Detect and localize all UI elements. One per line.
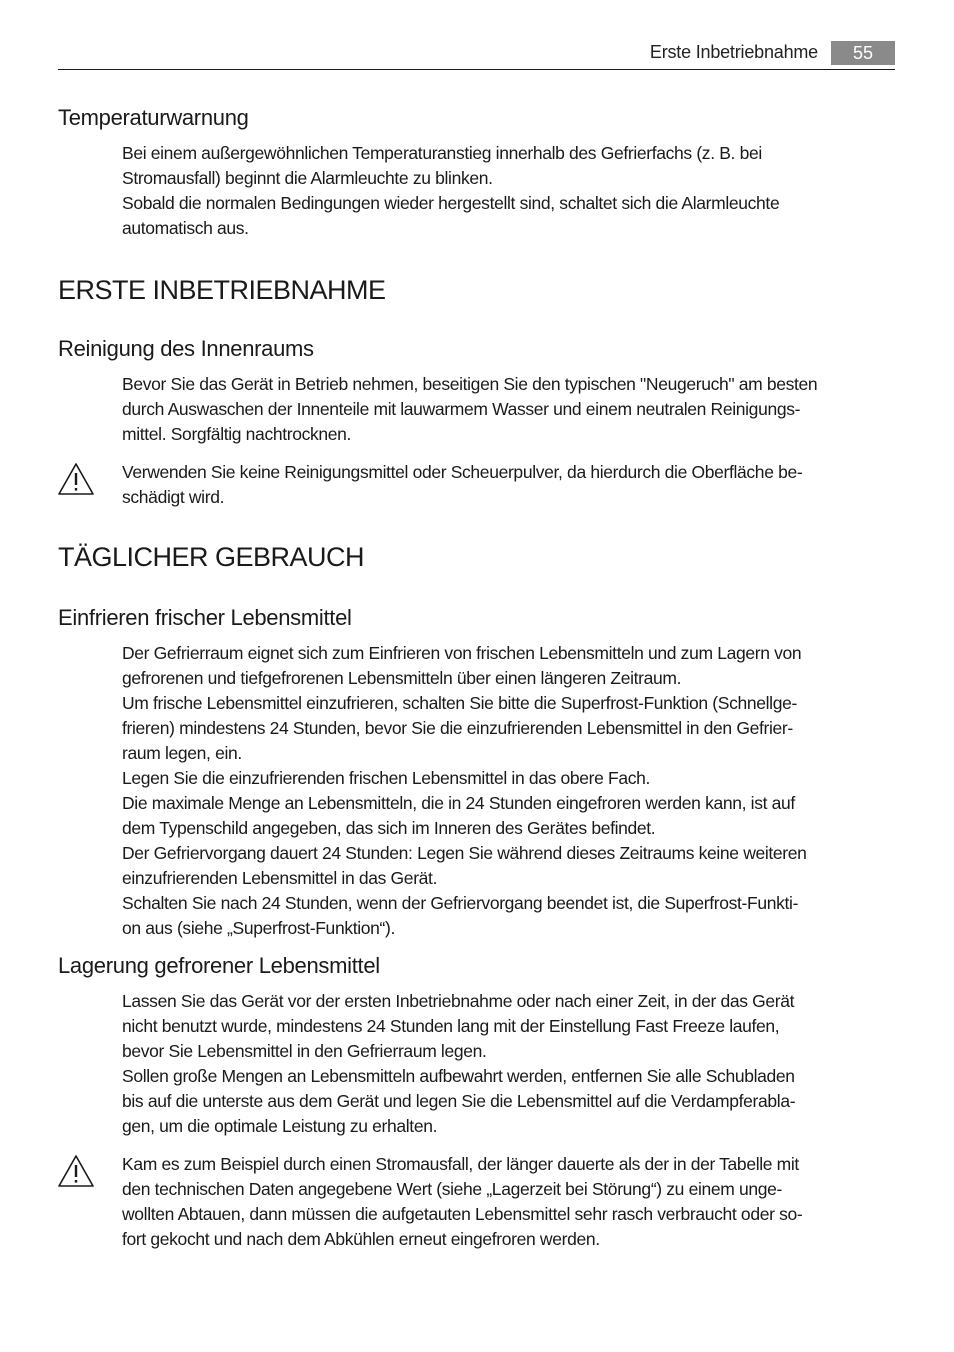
text-line: Lassen Sie das Gerät vor der ersten Inbetriebnahme oder nach einer Zeit, in der das Gerät — [122, 991, 795, 1011]
text-line: Die maximale Menge an Lebensmitteln, die in 24 Stunden eingefroren werden kann, ist auf — [122, 793, 795, 813]
text-line: nicht benutzt wurde, mindestens 24 Stunden lang mit der Einstellung Fast Freeze laufen, — [122, 1016, 780, 1036]
text-line: Schalten Sie nach 24 Stunden, wenn der Gefriervorgang beendet ist, die Superfrost-Funkti- — [122, 893, 799, 913]
text-line: Der Gefriervorgang dauert 24 Stunden: Legen Sie während dieses Zeitraums keine weiteren — [122, 843, 807, 863]
warning-triangle-icon — [57, 1154, 95, 1188]
text-line: wollten Abtauen, dann müssen die aufgetauten Lebensmittel sehr rasch verbraucht oder so- — [122, 1204, 803, 1224]
text-line: Bevor Sie das Gerät in Betrieb nehmen, beseitigen Sie den typischen "Neugeruch" am besten — [122, 374, 818, 394]
text-line: Verwenden Sie keine Reinigungsmittel oder Scheuerpulver, da hierdurch die Oberfläche be- — [122, 462, 803, 482]
paragraph-lagerung — [122, 989, 897, 1139]
text-line: frieren) mindestens 24 Stunden, bevor Sie die einzufrierenden Lebensmittel in den Gefrier- — [122, 718, 793, 738]
text-line: gen, um die optimale Leistung zu erhalten. — [122, 1116, 438, 1136]
text-line: gefrorenen und tiefgefrorenen Lebensmitteln über einen längeren Zeitraum. — [122, 668, 682, 688]
text-line: einzufrierenden Lebensmittel in das Gerät. — [122, 868, 438, 888]
heading-reinigung: Reinigung des Innenraums — [58, 336, 314, 361]
text-line: Sollen große Mengen an Lebensmitteln aufbewahrt werden, entfernen Sie alle Schubladen — [122, 1066, 795, 1086]
paragraph-reinigung — [122, 372, 897, 447]
text-line: Kam es zum Beispiel durch einen Stromausfall, der länger dauerte als der in der Tabelle mit — [122, 1154, 799, 1174]
text-line: dem Typenschild angegeben, das sich im Inneren des Gerätes befindet. — [122, 818, 656, 838]
text-line: Legen Sie die einzufrierenden frischen Lebensmittel in das obere Fach. — [122, 768, 651, 788]
header-divider — [58, 69, 895, 70]
warning-reinigung — [122, 460, 897, 510]
text-line: mittel. Sorgfältig nachtrocknen. — [122, 424, 352, 444]
text-line: Stromausfall) beginnt die Alarmleuchte zu blinken. — [122, 168, 493, 188]
text-line: schädigt wird. — [122, 487, 225, 507]
warning-lagerung — [122, 1152, 897, 1252]
text-line: durch Auswaschen der Innenteile mit lauwarmem Wasser und einem neutralen Reinigungs- — [122, 399, 801, 419]
text-line: Der Gefrierraum eignet sich zum Einfrieren von frischen Lebensmitteln und zum Lagern von — [122, 643, 802, 663]
heading-einfrieren: Einfrieren frischer Lebensmittel — [58, 605, 352, 630]
warning-triangle-icon — [57, 462, 95, 496]
text-line: automatisch aus. — [122, 218, 249, 238]
paragraph-einfrieren — [122, 641, 897, 941]
page-number: 55 — [831, 41, 895, 65]
running-header-title: Erste Inbetriebnahme — [649, 42, 818, 62]
text-line: raum legen, ein. — [122, 743, 242, 763]
text-line: den technischen Daten angegebene Wert (siehe „Lagerzeit bei Störung“) zu einem unge- — [122, 1179, 783, 1199]
text-line: Bei einem außergewöhnlichen Temperaturanstieg innerhalb des Gefrierfachs (z. B. bei — [122, 143, 762, 163]
heading-erste-inbetriebnahme: ERSTE INBETRIEBNAHME — [58, 275, 386, 305]
text-line: on aus (siehe „Superfrost-Funktion“). — [122, 918, 396, 938]
text-line: Um frische Lebensmittel einzufrieren, schalten Sie bitte die Superfrost-Funktion (Schnellge- — [122, 693, 797, 713]
heading-temperaturwarnung: Temperaturwarnung — [58, 105, 249, 130]
paragraph-temperaturwarnung — [122, 141, 897, 241]
heading-lagerung: Lagerung gefrorener Lebensmittel — [58, 953, 380, 978]
text-line: Sobald die normalen Bedingungen wieder hergestellt sind, schaltet sich die Alarmleuchte — [122, 193, 780, 213]
heading-taeglicher-gebrauch: TÄGLICHER GEBRAUCH — [58, 542, 365, 572]
text-line: fort gekocht und nach dem Abkühlen erneut eingefroren werden. — [122, 1229, 600, 1249]
text-line: bis auf die unterste aus dem Gerät und legen Sie die Lebensmittel auf die Verdampferabla- — [122, 1091, 796, 1111]
text-line: bevor Sie Lebensmittel in den Gefrierraum legen. — [122, 1041, 487, 1061]
